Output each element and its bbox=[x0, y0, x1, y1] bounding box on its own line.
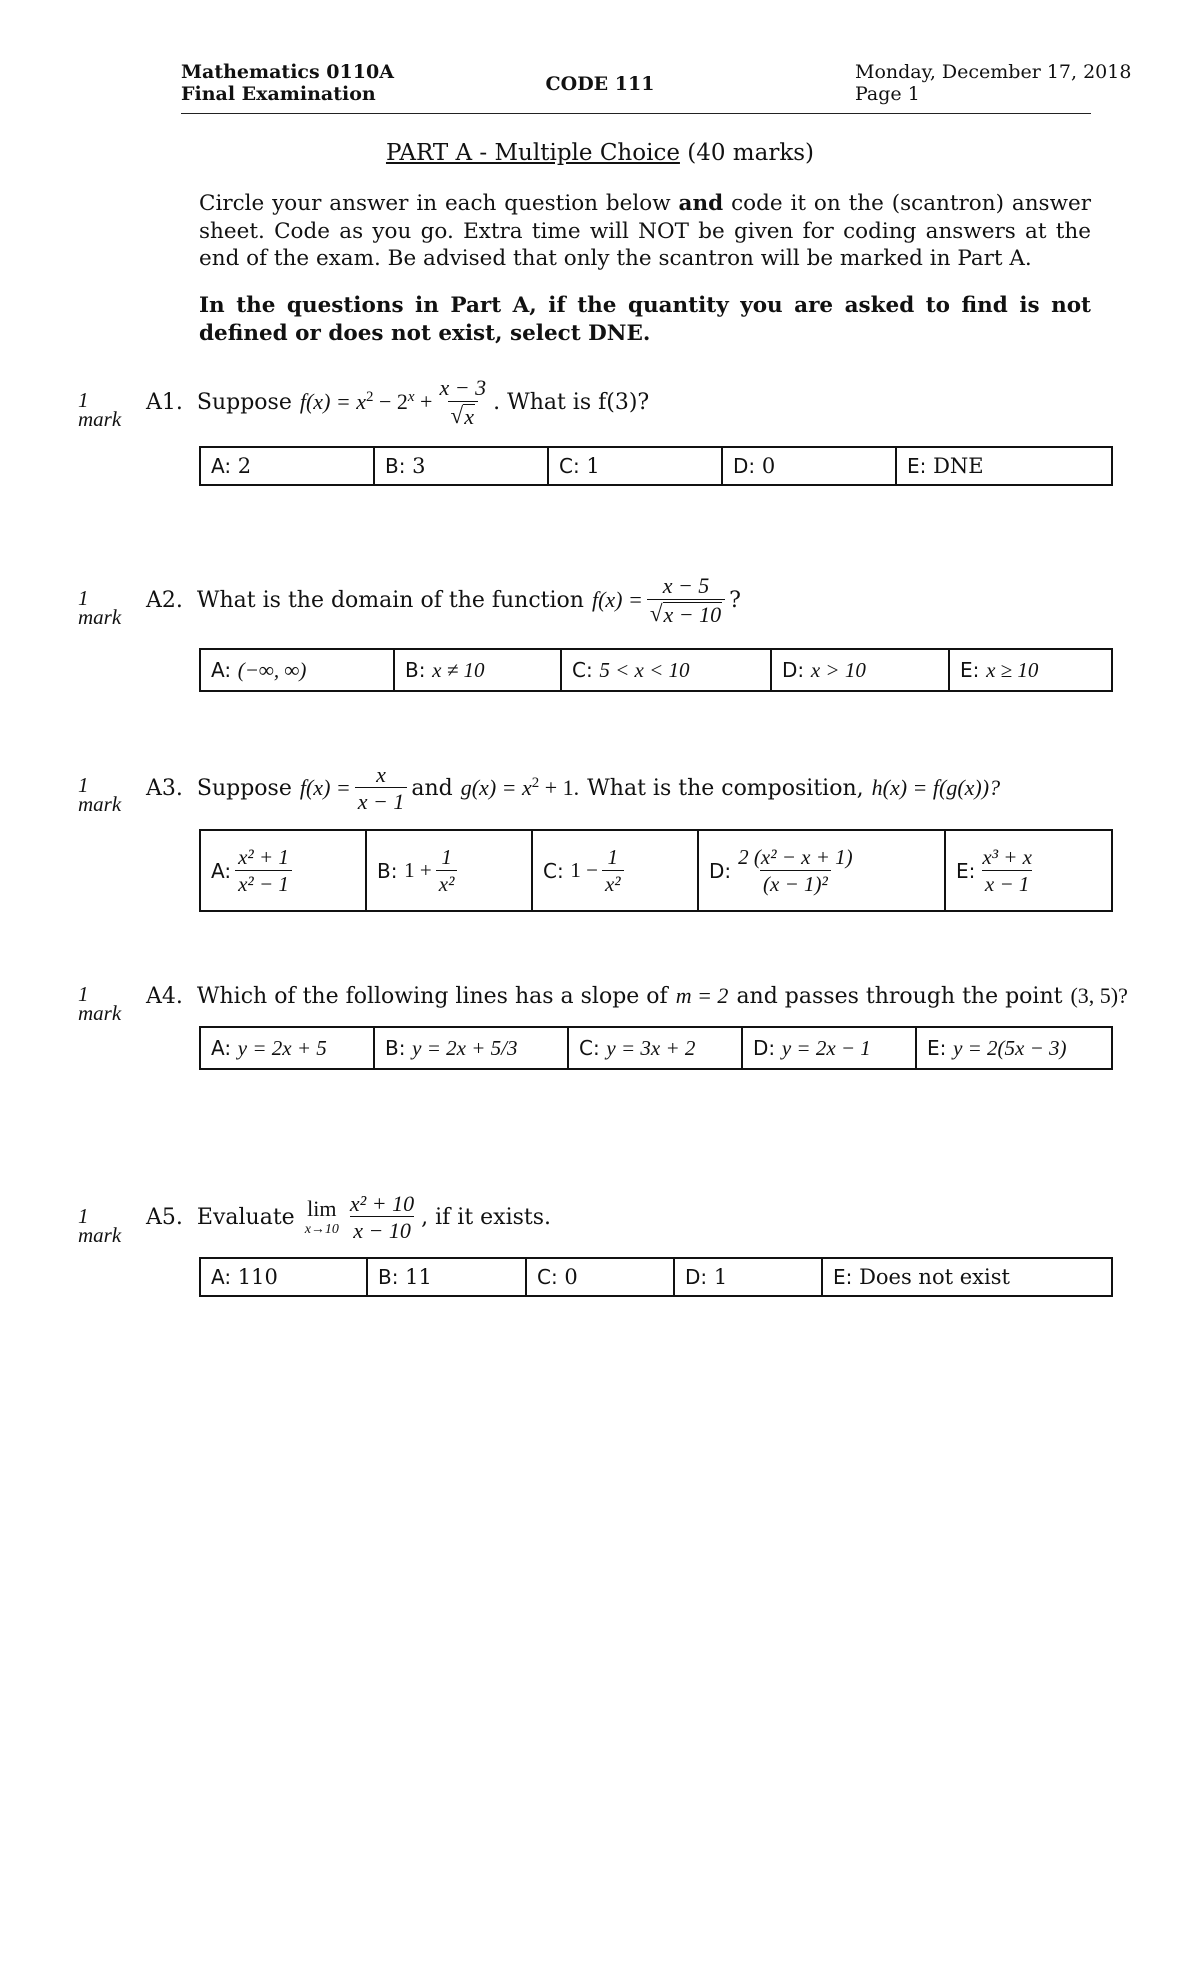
fraction-denominator: x² − 1 bbox=[235, 870, 292, 895]
option-b[interactable] bbox=[374, 447, 548, 485]
math-mid: − 2 bbox=[373, 389, 408, 414]
option-letter: D: bbox=[782, 657, 805, 682]
option-letter: C: bbox=[559, 454, 580, 478]
limit-text: lim bbox=[307, 1195, 337, 1221]
option-letter: A: bbox=[211, 454, 232, 478]
question-math: f(x) = bbox=[591, 587, 643, 612]
fraction-numerator: x bbox=[376, 761, 386, 787]
fraction bbox=[647, 574, 725, 625]
question-a2 bbox=[146, 570, 741, 630]
mark-word: mark bbox=[78, 1223, 122, 1247]
fraction-denominator: x − 1 bbox=[355, 787, 408, 813]
option-prefix: 1 − bbox=[570, 858, 598, 882]
question-number: A2. bbox=[146, 587, 183, 613]
question-number: A3. bbox=[146, 775, 183, 801]
fraction-numerator: 1 bbox=[607, 845, 619, 870]
question-a1 bbox=[146, 372, 649, 432]
option-d[interactable] bbox=[674, 1258, 822, 1296]
instructions-bold: and bbox=[678, 191, 724, 216]
exam-name: Final Examination bbox=[181, 83, 376, 105]
answer-options-a5 bbox=[199, 1257, 1113, 1297]
fraction-denominator: x² bbox=[602, 870, 624, 895]
page-number: Page 1 bbox=[855, 83, 920, 105]
mark-word: mark bbox=[78, 792, 122, 816]
question-text-1: Which of the following lines has a slope of bbox=[196, 983, 668, 1009]
option-letter: A: bbox=[211, 1265, 232, 1289]
option-a[interactable] bbox=[200, 649, 394, 691]
option-e[interactable] bbox=[916, 1027, 1112, 1069]
mark-label-a3 bbox=[78, 773, 122, 816]
fraction-denominator: x − 1 bbox=[982, 870, 1033, 895]
option-c[interactable] bbox=[526, 1258, 674, 1296]
option-letter: C: bbox=[572, 657, 593, 682]
option-d[interactable] bbox=[722, 447, 896, 485]
question-a3 bbox=[146, 758, 1000, 818]
answer-options-a2 bbox=[199, 648, 1113, 692]
option-value: 110 bbox=[237, 1265, 278, 1289]
question-number: A4. bbox=[146, 983, 183, 1009]
option-value: 2 bbox=[237, 454, 252, 478]
option-letter: D: bbox=[733, 454, 756, 478]
question-prefix: Suppose bbox=[196, 775, 292, 801]
option-letter: B: bbox=[385, 1035, 406, 1060]
question-a4 bbox=[146, 978, 1128, 1014]
option-value: DNE bbox=[933, 454, 984, 478]
mark-label-a1 bbox=[78, 388, 122, 431]
option-letter: B: bbox=[405, 657, 426, 682]
math-lhs: f(x) = x bbox=[299, 389, 366, 414]
option-value: 0 bbox=[564, 1265, 578, 1289]
option-value: x > 10 bbox=[810, 657, 866, 682]
option-prefix: 1 + bbox=[404, 858, 432, 882]
option-letter: B: bbox=[385, 454, 406, 478]
option-c[interactable] bbox=[532, 830, 698, 911]
g-tail: + 1. bbox=[539, 775, 580, 800]
option-b[interactable] bbox=[374, 1027, 568, 1069]
option-value: (−∞, ∞) bbox=[237, 657, 307, 682]
mark-label-a5 bbox=[78, 1204, 122, 1247]
option-letter: A: bbox=[211, 858, 232, 883]
option-a[interactable] bbox=[200, 447, 374, 485]
instructions bbox=[199, 190, 1091, 273]
option-letter: E: bbox=[907, 454, 927, 478]
option-c[interactable] bbox=[568, 1027, 742, 1069]
option-letter: A: bbox=[211, 657, 232, 682]
math-exp: 2 bbox=[531, 774, 540, 791]
option-letter: B: bbox=[377, 858, 398, 883]
option-c[interactable] bbox=[548, 447, 722, 485]
option-value: 0 bbox=[761, 454, 776, 478]
math-exp: 2 bbox=[366, 388, 374, 405]
option-b[interactable] bbox=[394, 649, 561, 691]
sqrt: √ x bbox=[450, 401, 474, 429]
mark-count: 1 bbox=[78, 773, 89, 797]
option-letter: D: bbox=[709, 858, 732, 883]
exam-date: Monday, December 17, 2018 bbox=[855, 61, 1132, 83]
option-value: 3 bbox=[412, 454, 426, 478]
option-letter: C: bbox=[537, 1265, 558, 1289]
fraction-numerator: x² + 10 bbox=[349, 1190, 415, 1216]
option-letter: C: bbox=[543, 858, 564, 883]
question-prefix: Evaluate bbox=[196, 1204, 295, 1230]
mark-count: 1 bbox=[78, 388, 89, 412]
question-text-2: and passes through the point bbox=[736, 983, 1063, 1009]
option-e[interactable] bbox=[945, 830, 1112, 911]
sqrt: √ x − 10 bbox=[649, 599, 722, 627]
h-definition: h(x) = f(g(x))? bbox=[871, 775, 1001, 800]
question-suffix: , if it exists. bbox=[421, 1204, 552, 1230]
option-letter: E: bbox=[960, 657, 980, 682]
math-exp: x bbox=[407, 388, 415, 405]
fraction bbox=[436, 376, 489, 427]
question-a5 bbox=[146, 1186, 551, 1248]
option-b[interactable] bbox=[366, 830, 532, 911]
option-a[interactable] bbox=[200, 1027, 374, 1069]
question-prefix: What is the domain of the function bbox=[196, 587, 584, 613]
option-letter: E: bbox=[956, 858, 976, 883]
option-d[interactable] bbox=[742, 1027, 916, 1069]
option-d[interactable] bbox=[771, 649, 949, 691]
fraction bbox=[347, 1192, 417, 1242]
limit-operator bbox=[304, 1195, 339, 1237]
mark-word: mark bbox=[78, 1001, 122, 1025]
mark-count: 1 bbox=[78, 982, 89, 1006]
option-c[interactable] bbox=[561, 649, 771, 691]
exam-code-text: CODE 111 bbox=[545, 73, 655, 95]
mark-word: mark bbox=[78, 407, 122, 431]
header-rule bbox=[181, 113, 1091, 114]
fraction-denominator: x − 10 bbox=[350, 1216, 414, 1242]
question-number: A1. bbox=[146, 389, 183, 415]
option-value: y = 3x + 2 bbox=[606, 1035, 696, 1060]
part-title-text: PART A - Multiple Choice bbox=[385, 140, 680, 166]
g-definition bbox=[461, 775, 579, 801]
answer-options-a4 bbox=[199, 1026, 1113, 1070]
mark-count: 1 bbox=[78, 586, 89, 610]
fraction-numerator: x² + 1 bbox=[238, 845, 289, 870]
fraction-denominator: (x − 1)² bbox=[760, 870, 831, 895]
instructions-1: Circle your answer in each question below bbox=[199, 191, 671, 216]
option-letter: D: bbox=[685, 1265, 708, 1289]
part-title bbox=[0, 140, 1200, 166]
question-and: and bbox=[411, 775, 453, 801]
g-lhs: g(x) = x bbox=[460, 775, 532, 800]
fraction-numerator: x³ + x bbox=[982, 845, 1032, 870]
mark-word: mark bbox=[78, 605, 122, 629]
date-page bbox=[855, 61, 1131, 105]
option-letter: C: bbox=[579, 1035, 600, 1060]
option-a[interactable] bbox=[200, 1258, 367, 1296]
mark-label-a2 bbox=[78, 586, 122, 629]
fraction-numerator: 2 (x² − x + 1) bbox=[738, 845, 853, 870]
part-marks: (40 marks) bbox=[687, 140, 815, 166]
dne-note bbox=[199, 292, 1091, 347]
question-prefix: Suppose bbox=[196, 389, 292, 415]
option-letter: D: bbox=[753, 1035, 776, 1060]
option-b[interactable] bbox=[367, 1258, 526, 1296]
fraction-numerator: 1 bbox=[441, 845, 452, 870]
option-value: x ≥ 10 bbox=[986, 657, 1039, 682]
answer-options-a3 bbox=[199, 829, 1113, 912]
option-value: 11 bbox=[405, 1265, 432, 1289]
option-a[interactable] bbox=[200, 830, 366, 911]
point-value: (3, 5)? bbox=[1070, 983, 1128, 1008]
question-suffix: . What is f(3)? bbox=[493, 389, 650, 415]
option-value: y = 2x − 1 bbox=[781, 1035, 871, 1060]
question-suffix: ? bbox=[729, 587, 741, 613]
answer-options-a1 bbox=[199, 446, 1113, 486]
option-value: x ≠ 10 bbox=[432, 657, 485, 682]
option-value: y = 2x + 5 bbox=[237, 1035, 327, 1060]
question-math: f(x) = bbox=[299, 775, 351, 800]
option-e[interactable] bbox=[949, 649, 1112, 691]
fraction-denominator: x² bbox=[436, 870, 458, 895]
fraction-denominator: x − 10 bbox=[663, 601, 722, 627]
option-e[interactable] bbox=[822, 1258, 1112, 1296]
slope-value: m = 2 bbox=[675, 983, 729, 1008]
option-value: 1 bbox=[713, 1265, 728, 1289]
mark-label-a4 bbox=[78, 982, 122, 1025]
math-plus: + bbox=[414, 389, 433, 414]
fraction bbox=[355, 763, 408, 813]
course-name: Mathematics 0110A bbox=[181, 61, 394, 83]
option-letter: E: bbox=[927, 1035, 947, 1060]
option-value: 1 bbox=[586, 454, 600, 478]
option-value: y = 2(5x − 3) bbox=[953, 1035, 1067, 1060]
option-d[interactable] bbox=[698, 830, 945, 911]
dne-note-text: In the questions in Part A, if the quantity you are asked to find is not defined or does not exist, select DNE. bbox=[199, 293, 1091, 346]
option-letter: E: bbox=[833, 1265, 853, 1289]
fraction-denominator: x bbox=[464, 403, 474, 429]
mark-count: 1 bbox=[78, 1204, 89, 1228]
option-letter: B: bbox=[378, 1265, 399, 1289]
option-value: 5 < x < 10 bbox=[599, 657, 690, 682]
question-number: A5. bbox=[146, 1204, 183, 1230]
limit-subscript: x→10 bbox=[304, 1221, 339, 1237]
option-value: y = 2x + 5/3 bbox=[412, 1035, 518, 1060]
option-e[interactable] bbox=[896, 447, 1112, 485]
option-value: Does not exist bbox=[859, 1265, 1010, 1289]
question-what: What is the composition, bbox=[587, 775, 864, 801]
option-letter: A: bbox=[211, 1035, 232, 1060]
instructions-2: code it on the (scantron) answer sheet. Code as you go. Extra time will NOT be given for coding answers at the end of the exam. Be advised that only the scantron will be marked in Part A. bbox=[199, 191, 1091, 271]
question-math bbox=[300, 389, 433, 415]
fraction-numerator: x − 5 bbox=[662, 573, 710, 599]
fraction-numerator: x − 3 bbox=[439, 375, 487, 401]
